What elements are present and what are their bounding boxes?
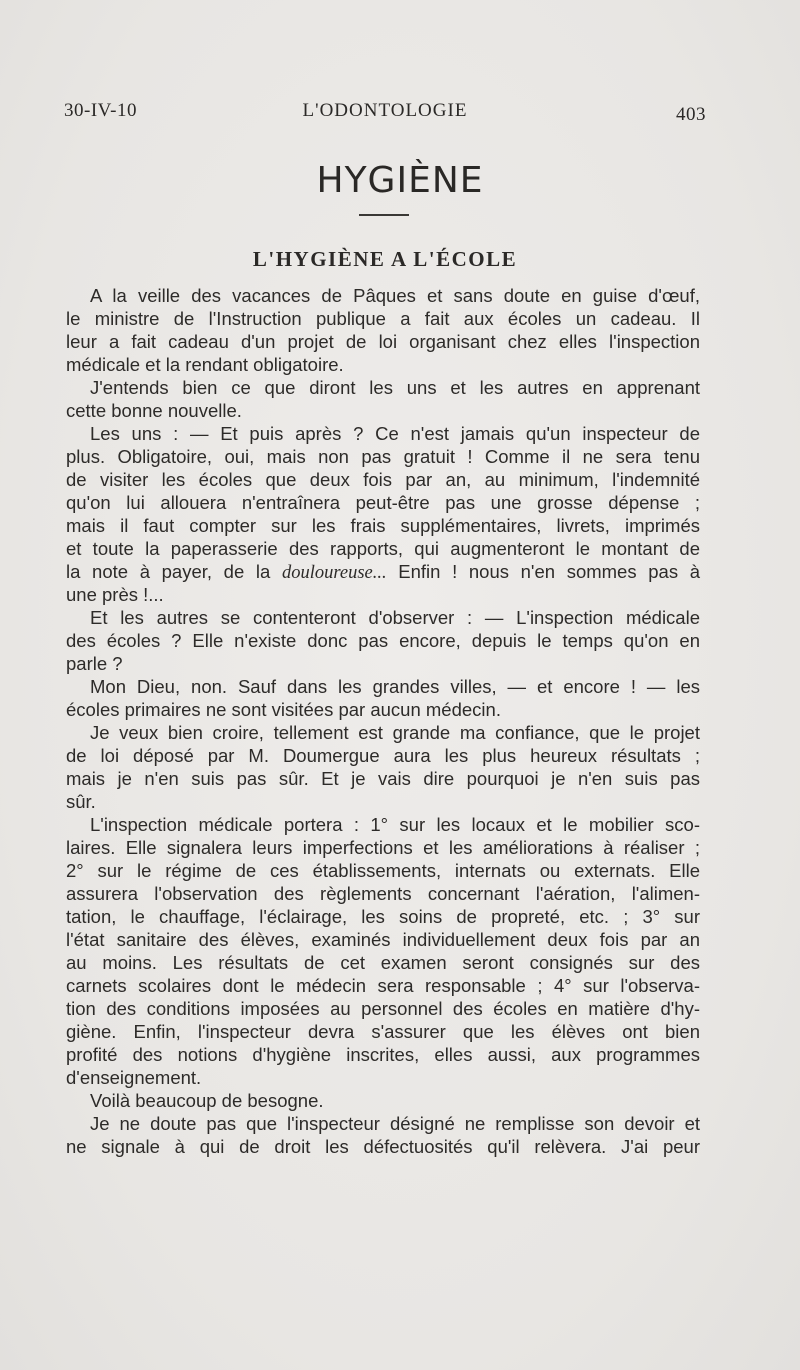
article-body (66, 284, 700, 1158)
text-line (66, 491, 700, 514)
text-line-content: assurera l'observation des règlements concernant l'aération, l'alimen- (66, 883, 700, 904)
text-line (66, 790, 700, 813)
text-line (66, 997, 700, 1020)
text-line (66, 1043, 700, 1066)
text-line (66, 606, 700, 629)
section-title: HYGIÈNE (316, 160, 484, 201)
text-line-content: L'inspection médicale portera : 1° sur les locaux et le mobilier sco- (90, 814, 700, 835)
text-line (66, 468, 700, 491)
text-line (66, 514, 700, 537)
text-line-content: J'entends bien ce que diront les uns et les autres en apprenant (90, 377, 700, 398)
text-line-content: 2° sur le régime de ces établissements, internats ou externats. Elle (66, 860, 700, 881)
text-line (66, 928, 700, 951)
text-line (66, 307, 700, 330)
running-head (64, 100, 706, 130)
text-line-content: A la veille des vacances de Pâques et sans doute en guise d'œuf, (90, 285, 700, 306)
text-line (66, 1020, 700, 1043)
text-line-content: plus. Obligatoire, oui, mais non pas gratuit ! Comme il ne sera tenu (66, 446, 700, 467)
text-line-content: qu'on lui allouera n'entraînera peut-être pas une grosse dépense ; (66, 492, 700, 513)
text-line (66, 330, 700, 353)
text-line-content: mais je n'en suis pas sûr. Et je vais dire pourquoi je n'en suis pas (66, 768, 700, 789)
text-line-content: Je veux bien croire, tellement est grande ma confiance, que le projet (90, 722, 700, 743)
text-line (66, 1135, 700, 1158)
text-line-content: et toute la paperasserie des rapports, qui augmenteront le montant de (66, 538, 700, 559)
text-line (66, 399, 700, 422)
text-line (66, 1089, 700, 1112)
text-line (66, 445, 700, 468)
text-line-content: laires. Elle signalera leurs imperfections et les améliorations à réaliser ; (66, 837, 700, 858)
text-line (66, 652, 700, 675)
text-line-content: de loi déposé par M. Doumergue aura les plus heureux résultats ; (66, 745, 700, 766)
text-line-content: d'enseignement. (66, 1067, 202, 1088)
text-line-content: Voilà beaucoup de besogne. (90, 1090, 324, 1111)
text-line-content: Les uns : — Et puis après ? Ce n'est jamais qu'un inspecteur de (90, 423, 700, 444)
text-line-content: leur a fait cadeau d'un projet de loi organisant chez elles l'inspection (66, 331, 700, 352)
text-line-tail: Enfin ! nous n'en sommes pas à (386, 561, 701, 582)
text-line-content: ne signale à qui de droit les défectuosités qu'il relèvera. J'ai peur (66, 1136, 700, 1157)
text-line-content: Je ne doute pas que l'inspecteur désigné ne remplisse son devoir et (90, 1113, 700, 1134)
text-line (66, 836, 700, 859)
text-line (66, 422, 700, 445)
text-line-content: cette bonne nouvelle. (66, 400, 242, 421)
text-line-content: Mon Dieu, non. Sauf dans les grandes villes, — et encore ! — les (90, 676, 700, 697)
text-line-content: parle ? (66, 653, 123, 674)
text-line-content: une près !... (66, 584, 164, 605)
text-line (66, 1066, 700, 1089)
text-line (66, 376, 700, 399)
header-date: 30-IV-10 (64, 100, 137, 121)
text-line-content: le ministre de l'Instruction publique a fait aux écoles un cadeau. Il (66, 308, 700, 329)
text-line (66, 629, 700, 652)
title-divider (359, 214, 409, 216)
italic-word: douloureuse... (281, 563, 387, 583)
text-line-content: tion des conditions imposées au personnel des écoles en matière d'hy- (66, 998, 700, 1019)
text-line (66, 974, 700, 997)
text-line (66, 675, 700, 698)
text-line (66, 583, 700, 606)
text-line (66, 905, 700, 928)
text-line-content: profité des notions d'hygiène inscrites, elles aussi, aux programmes (66, 1044, 700, 1065)
page-number: 403 (676, 104, 706, 125)
text-line-content: Et les autres se contenteront d'observer : — L'inspection médicale (90, 607, 700, 628)
text-line-content: des écoles ? Elle n'existe donc pas encore, depuis le temps qu'on en (66, 630, 700, 651)
text-line (66, 284, 700, 307)
text-line-content: de visiter les écoles que deux fois par an, au minimum, l'indemnité (66, 469, 700, 490)
text-line (66, 698, 700, 721)
text-line-content: au moins. Les résultats de cet examen seront consignés sur des (66, 952, 700, 973)
text-line-content: tation, le chauffage, l'éclairage, les soins de propreté, etc. ; 3° sur (66, 906, 700, 927)
text-line (66, 537, 700, 560)
text-line-content: médicale et la rendant obligatoire. (66, 354, 344, 375)
text-line (66, 560, 700, 583)
text-line (66, 744, 700, 767)
text-line-content: carnets scolaires dont le médecin sera responsable ; 4° sur l'observa- (66, 975, 700, 996)
text-line (66, 721, 700, 744)
text-line-content: giène. Enfin, l'inspecteur devra s'assurer que les élèves ont bien (66, 1021, 700, 1042)
text-line (66, 1112, 700, 1135)
text-line-content: écoles primaires ne sont visitées par aucun médecin. (66, 699, 501, 720)
text-line-content: sûr. (66, 791, 96, 812)
article-title: L'HYGIÈNE A L'ÉCOLE (252, 247, 518, 271)
text-line (66, 767, 700, 790)
text-line-content: la note à payer, de la (66, 561, 282, 582)
text-line-content: l'état sanitaire des élèves, examinés individuellement deux fois par an (66, 929, 700, 950)
text-line (66, 882, 700, 905)
text-line (66, 951, 700, 974)
text-line-content: mais il faut compter sur les frais supplémentaires, livrets, imprimés (66, 515, 700, 536)
text-line (66, 813, 700, 836)
text-line (66, 859, 700, 882)
header-journal-title: L'ODONTOLOGIE (302, 100, 468, 121)
text-line (66, 353, 700, 376)
